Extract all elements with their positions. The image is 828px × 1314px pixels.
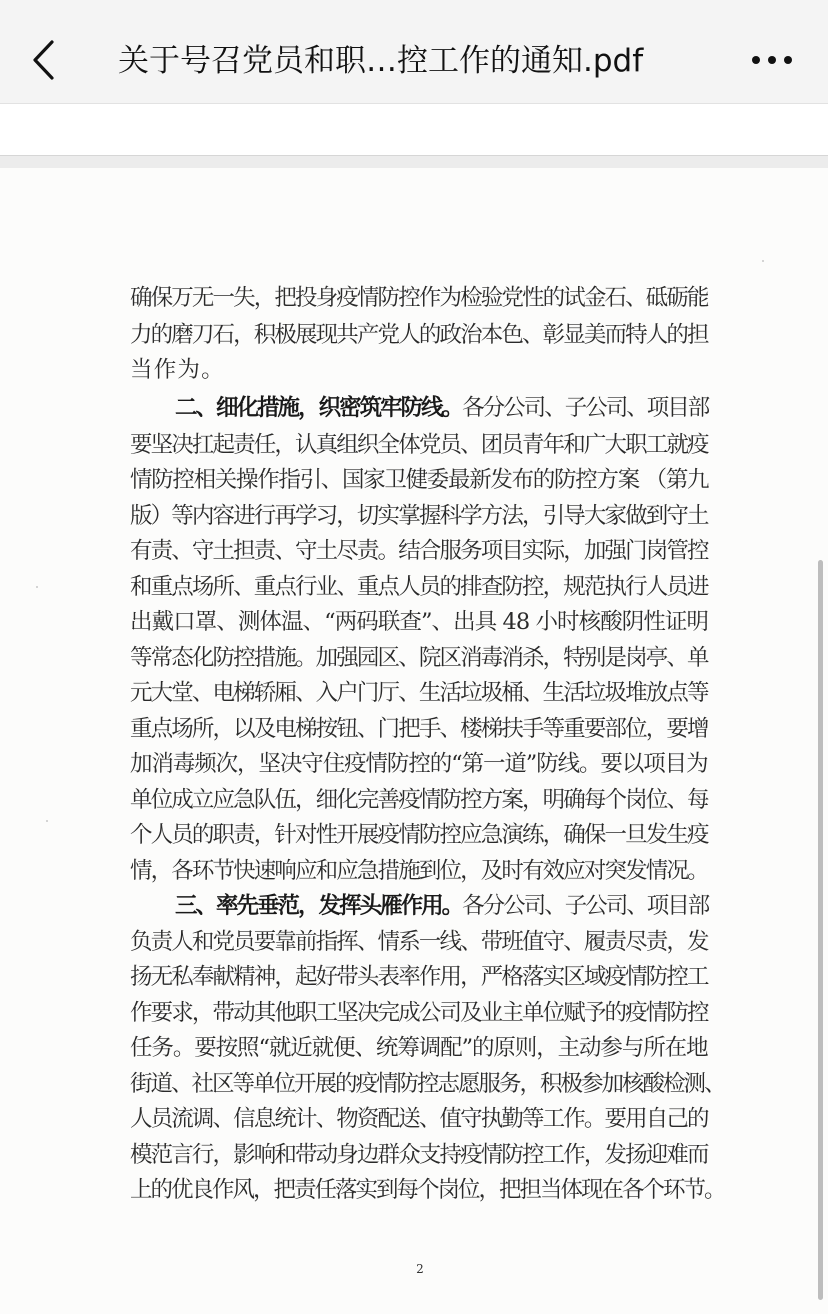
scan-speck xyxy=(46,820,48,822)
text-line: 任务。要按照“就近就便、统筹调配”的原则，主动参与所在地 xyxy=(130,1035,708,1061)
text-line: 等常态化防控措施。加强园区、院区消毒消杀，特别是岗亭、单 xyxy=(130,645,708,671)
text-line: 重点场所，以及电梯按钮、门把手、楼梯扶手等重要部位，要增 xyxy=(130,716,708,742)
previous-page-edge xyxy=(0,104,828,156)
section-two-line xyxy=(175,393,708,423)
scan-speck xyxy=(762,260,764,262)
section-two-text: 各分公司、子公司、项目部 xyxy=(462,395,709,421)
text-line: 上的优良作风，把责任落实到每个岗位，把担当体现在各个环节。 xyxy=(130,1177,725,1203)
more-options-button[interactable] xyxy=(742,42,802,78)
page-number: 2 xyxy=(416,1262,424,1276)
text-line: 街道、社区等单位开展的疫情防控志愿服务，积极参加核酸检测、 xyxy=(130,1071,725,1097)
section-three-text: 各分公司、子公司、项目部 xyxy=(462,893,709,919)
text-line: 个人员的职责，针对性开展疫情防控应急演练，确保一旦发生疫 xyxy=(130,822,708,848)
text-line: 版）等内容进行再学习，切实掌握科学方法，引导大家做到守土 xyxy=(130,503,708,529)
text-line: 要坚决扛起责任，认真组织全体党员、团员青年和广大职工就疫 xyxy=(130,432,708,458)
text-line: 人员流调、信息统计、物资配送、值守执勤等工作。要用自己的 xyxy=(130,1106,708,1132)
text-line: 作要求，带动其他职工坚决完成公司及业主单位赋予的疫情防控 xyxy=(130,1000,708,1026)
section-three-line xyxy=(175,891,708,921)
section-two-heading: 二、细化措施，织密筑牢防线。 xyxy=(175,395,463,421)
text-line: 力的磨刀石，积极展现共产党人的政治本色、彰显美而特人的担 xyxy=(130,322,708,348)
chevron-left-icon xyxy=(26,36,66,84)
document-title: 关于号召党员和职…控工作的通知.pdf xyxy=(118,43,644,79)
text-line: 和重点场所、重点行业、重点人员的排查防控，规范执行人员进 xyxy=(130,574,708,600)
text-line: 当作为。 xyxy=(130,357,225,383)
section-three-heading: 三、率先垂范，发挥头雁作用。 xyxy=(175,893,463,919)
scan-speck xyxy=(36,586,38,588)
text-line: 有责、守土担责、守土尽责。结合服务项目实际，加强门岗管控 xyxy=(130,538,708,564)
text-line: 扬无私奉献精神，起好带头表率作用，严格落实区域疫情防控工 xyxy=(130,964,708,990)
text-line: 加消毒频次，坚决守住疫情防控的“第一道”防线。要以项目为 xyxy=(130,751,708,777)
back-button[interactable] xyxy=(26,36,66,84)
text-line: 出戴口罩、测体温、“两码联查”、出具 48 小时核酸阴性证明 xyxy=(130,609,709,635)
text-line: 元大堂、电梯轿厢、入户门厅、生活垃圾桶、生活垃圾堆放点等 xyxy=(130,680,708,706)
more-horizontal-icon xyxy=(742,42,802,78)
text-line: 确保万无一失，把投身疫情防控作为检验党性的试金石、砥砺能 xyxy=(130,285,708,311)
text-line: 模范言行，影响和带动身边群众支持疫情防控工作，发扬迎难而 xyxy=(130,1142,708,1168)
text-line: 负责人和党员要靠前指挥、情系一线、带班值守、履责尽责，发 xyxy=(130,929,708,955)
page-gap xyxy=(0,156,828,168)
vertical-scrollbar[interactable] xyxy=(818,560,823,1300)
text-line: 情，各环节快速响应和应急措施到位，及时有效应对突发情况。 xyxy=(130,858,708,884)
top-navigation-bar xyxy=(0,0,828,104)
text-line: 单位成立应急队伍，细化完善疫情防控方案，明确每个岗位、每 xyxy=(130,787,708,813)
text-line: 情防控相关操作指引、国家卫健委最新发布的防控方案 （第九 xyxy=(130,467,709,493)
